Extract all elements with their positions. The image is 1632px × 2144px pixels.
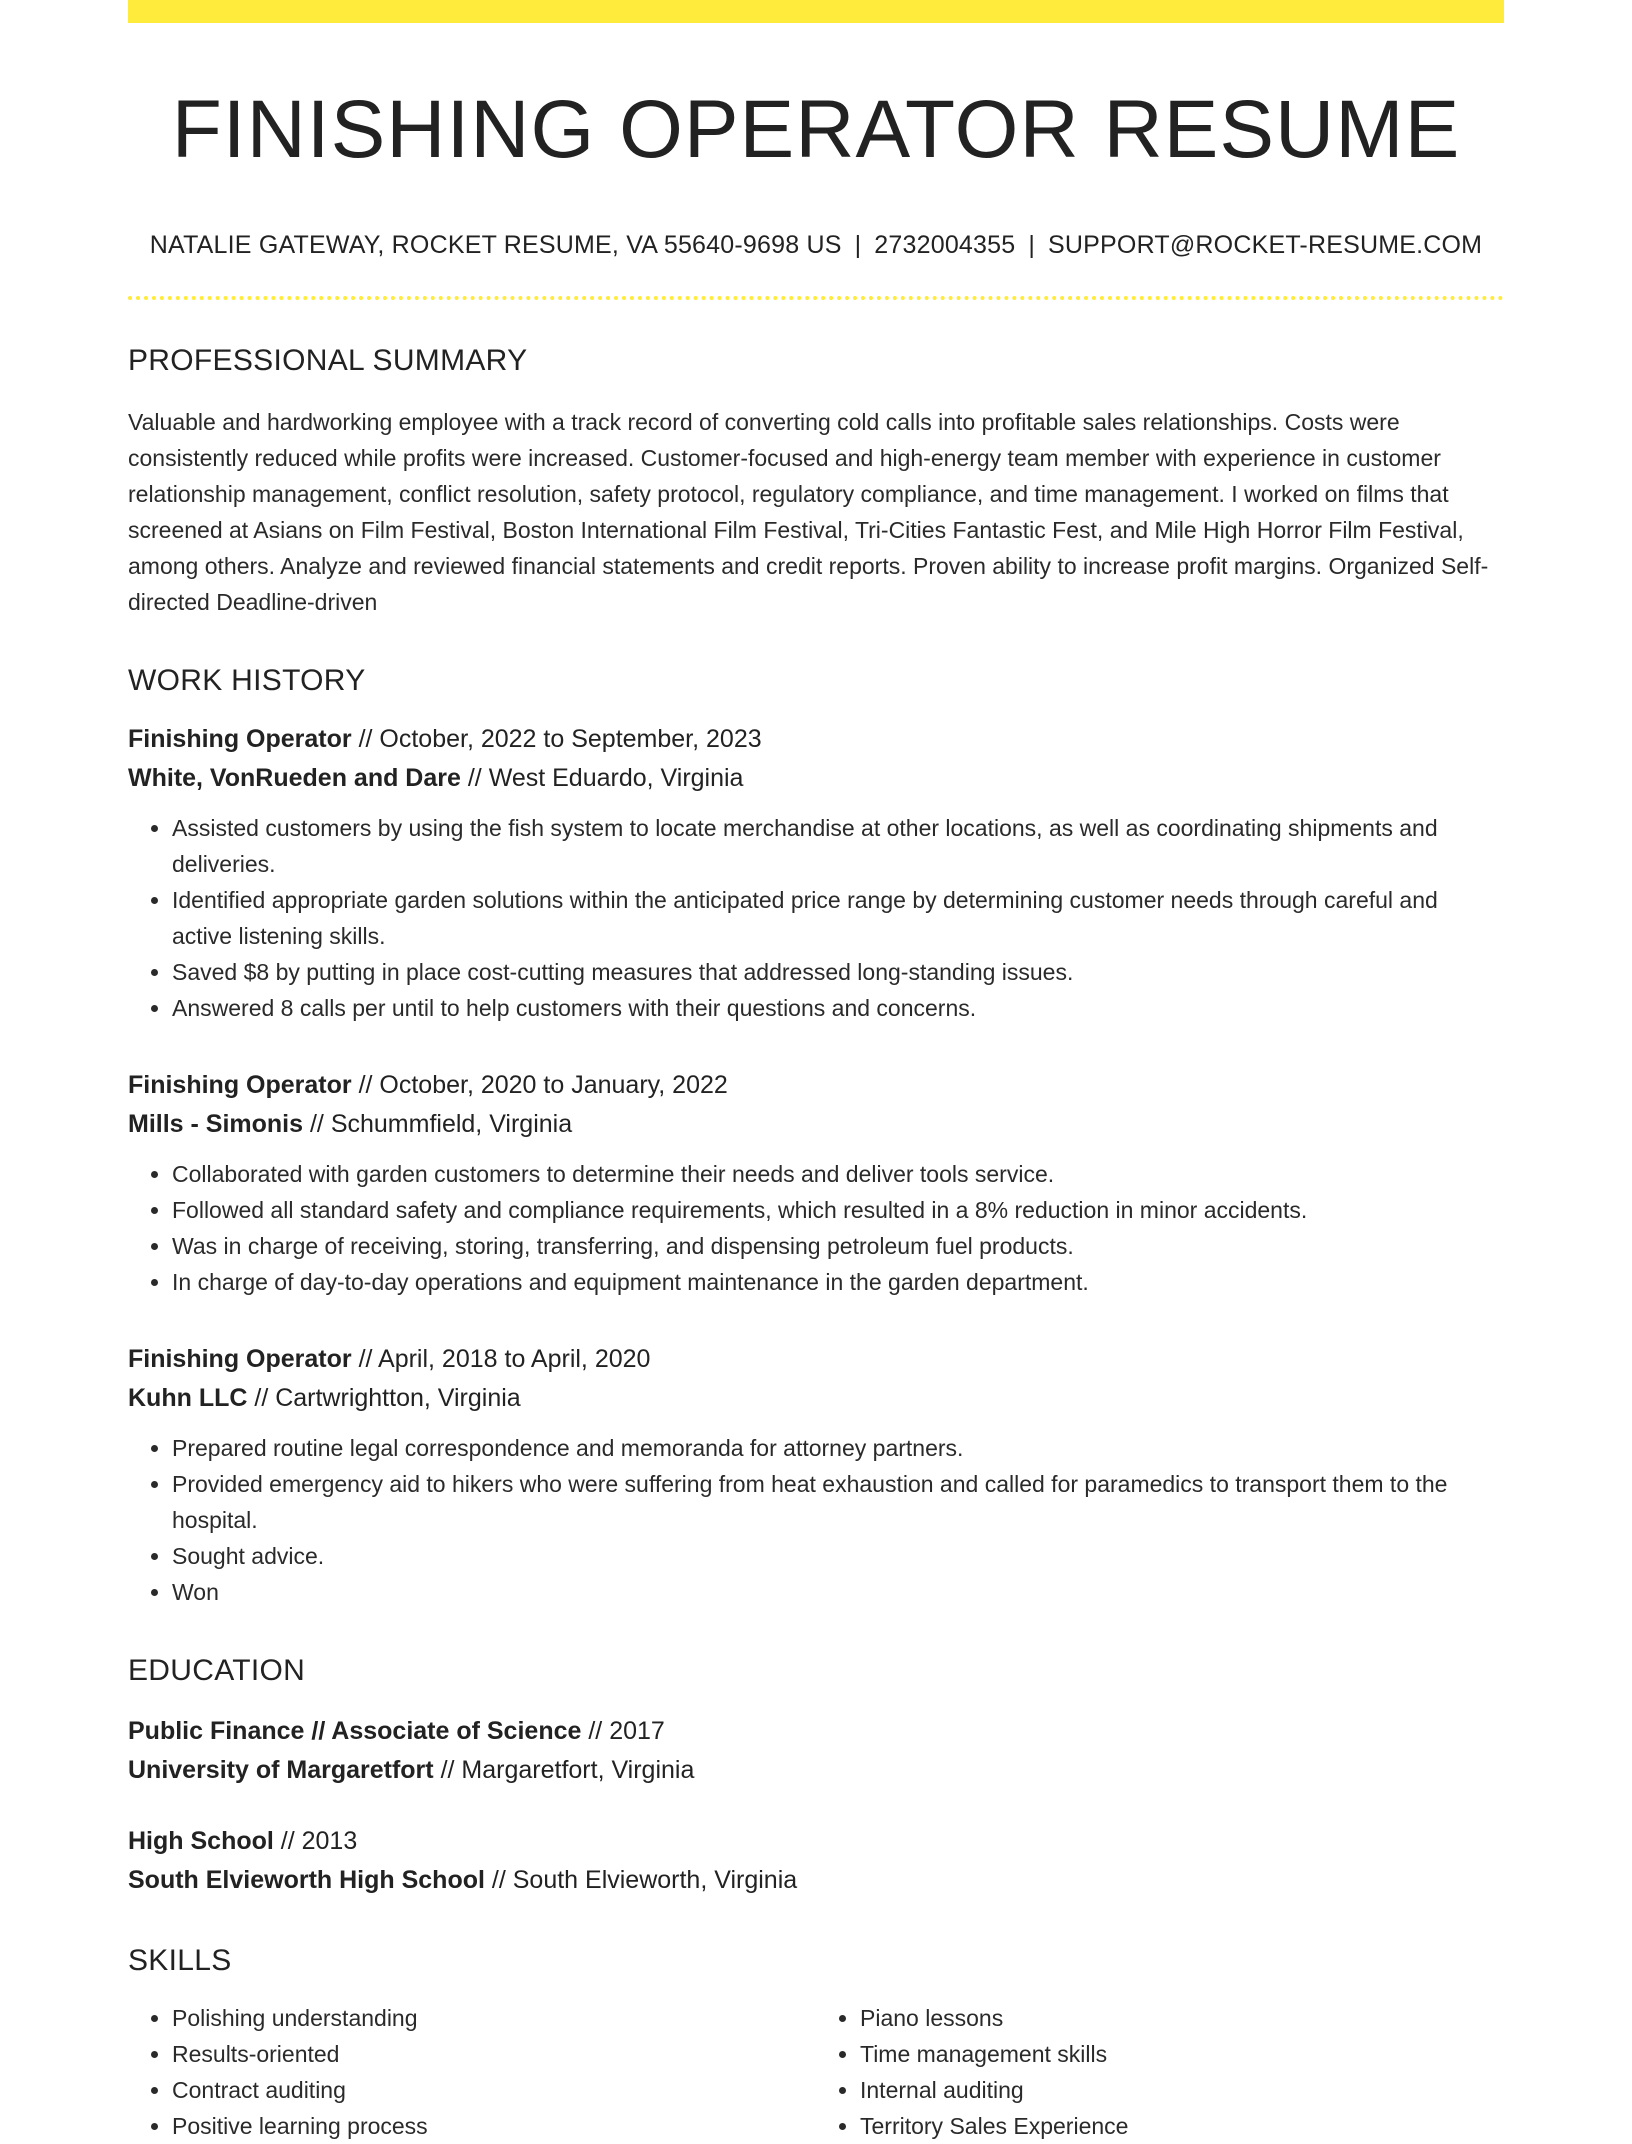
- work-history-heading: WORK HISTORY: [128, 664, 366, 698]
- education-entry: [128, 1712, 1504, 1790]
- contact-separator: |: [1028, 231, 1036, 260]
- education-school-line: [128, 1861, 1504, 1900]
- education-degree: High School: [128, 1827, 274, 1856]
- job-bullet: • Collaborated with garden customers to determine their needs and deliver tools service.: [172, 1156, 1504, 1192]
- job-bullets: [128, 810, 1504, 1026]
- education-year: // 2017: [581, 1717, 665, 1746]
- education-degree-line: [128, 1712, 1504, 1751]
- job-entry: [128, 1066, 1504, 1300]
- education-school: University of Margaretfort: [128, 1756, 434, 1785]
- job-title: Finishing Operator: [128, 725, 352, 754]
- contact-phone: 2732004355: [874, 231, 1016, 260]
- job-title-line: [128, 1340, 1504, 1379]
- education-year: // 2013: [273, 1827, 358, 1856]
- skill-item: • Time management skills: [860, 2036, 1504, 2072]
- skill-item: • Polishing understanding: [172, 2000, 816, 2036]
- contact-line: [128, 231, 1504, 260]
- job-bullet: • Saved $8 by putting in place cost-cutting measures that addressed long-standing issues.: [172, 954, 1504, 990]
- education-school-line: [128, 1751, 1504, 1790]
- education-location: // Margaretfort, Virginia: [433, 1756, 695, 1785]
- dotted-divider: [128, 296, 1504, 300]
- job-bullet: • Was in charge of receiving, storing, transferring, and dispensing petroleum fuel products.: [172, 1228, 1504, 1264]
- education-degree: Public Finance // Associate of Science: [128, 1717, 582, 1746]
- job-company-line: [128, 1105, 1504, 1144]
- skill-item: • Positive learning process: [172, 2108, 816, 2144]
- education-location: // South Elvieworth, Virginia: [484, 1866, 798, 1895]
- job-dates: // April, 2018 to April, 2020: [351, 1345, 651, 1374]
- education-school: South Elvieworth High School: [128, 1866, 485, 1895]
- top-accent-bar: [128, 0, 1504, 23]
- education-heading: EDUCATION: [128, 1654, 306, 1688]
- job-entry: [128, 720, 1504, 1026]
- job-title: Finishing Operator: [128, 1345, 352, 1374]
- skills-left-list: [128, 2000, 816, 2144]
- job-location: // Schummfield, Virginia: [303, 1110, 573, 1139]
- job-location: // West Eduardo, Virginia: [460, 764, 744, 793]
- job-title-line: [128, 720, 1504, 759]
- job-bullets: [128, 1430, 1504, 1610]
- skills-right-list: [816, 2000, 1504, 2144]
- job-company: Kuhn LLC: [128, 1384, 248, 1413]
- skill-item: • Internal auditing: [860, 2072, 1504, 2108]
- job-company: White, VonRueden and Dare: [128, 764, 461, 793]
- job-bullet: • Identified appropriate garden solutions within the anticipated price range by determining customer needs through careful and active listening skills.: [172, 882, 1504, 954]
- skill-item: • Piano lessons: [860, 2000, 1504, 2036]
- education-degree-line: [128, 1822, 1504, 1861]
- job-company: Mills - Simonis: [128, 1110, 304, 1139]
- job-title: Finishing Operator: [128, 1071, 352, 1100]
- skills-heading: SKILLS: [128, 1944, 232, 1978]
- contact-address: NATALIE GATEWAY, ROCKET RESUME, VA 55640-9698 US: [149, 231, 842, 260]
- education-entry: [128, 1822, 1504, 1900]
- contact-separator: |: [854, 231, 862, 260]
- skill-item: • Results-oriented: [172, 2036, 816, 2072]
- job-bullet: • In charge of day-to-day operations and equipment maintenance in the garden department.: [172, 1264, 1504, 1300]
- job-bullet: • Followed all standard safety and compliance requirements, which resulted in a 8% reduction in minor accidents.: [172, 1192, 1504, 1228]
- job-bullet: • Sought advice.: [172, 1538, 1504, 1574]
- job-company-line: [128, 1379, 1504, 1418]
- resume-title: FINISHING OPERATOR RESUME: [171, 84, 1461, 175]
- skill-item: • Territory Sales Experience: [860, 2108, 1504, 2144]
- skills-columns: [128, 2000, 1504, 2144]
- resume-page: [128, 0, 1504, 2144]
- summary-heading: PROFESSIONAL SUMMARY: [128, 344, 528, 378]
- job-bullet: • Provided emergency aid to hikers who were suffering from heat exhaustion and called for paramedics to transport them to the hospital.: [172, 1466, 1504, 1538]
- job-entry: [128, 1340, 1504, 1610]
- job-location: // Cartwrightton, Virginia: [247, 1384, 521, 1413]
- job-title-line: [128, 1066, 1504, 1105]
- job-bullets: [128, 1156, 1504, 1300]
- summary-text: Valuable and hardworking employee with a track record of converting cold calls into profitable sales relationships. Costs were consistently reduced while profits were increased. Customer-focused and high-energy team member with experience in customer relationship management, conflict resolution, safety protocol, regulatory compliance, and time management. I worked on films that screened at Asians on Film Festival, Boston International Film Festival, Tri-Cities Fantastic Fest, and Mile High Horror Film Festival, among others. Analyze and reviewed financial statements and credit reports. Proven ability to increase profit margins. Organized Self-directed Deadline-driven: [128, 409, 1489, 616]
- job-bullet: • Prepared routine legal correspondence and memoranda for attorney partners.: [172, 1430, 1504, 1466]
- job-company-line: [128, 759, 1504, 798]
- job-bullet: • Won: [172, 1574, 1504, 1610]
- job-bullet: • Assisted customers by using the fish system to locate merchandise at other locations, as well as coordinating shipments and deliveries.: [172, 810, 1504, 882]
- job-dates: // October, 2022 to September, 2023: [351, 725, 762, 754]
- job-bullet: • Answered 8 calls per until to help customers with their questions and concerns.: [172, 990, 1504, 1026]
- contact-email: SUPPORT@ROCKET-RESUME.COM: [1048, 231, 1483, 260]
- skill-item: • Contract auditing: [172, 2072, 816, 2108]
- job-dates: // October, 2020 to January, 2022: [351, 1071, 728, 1100]
